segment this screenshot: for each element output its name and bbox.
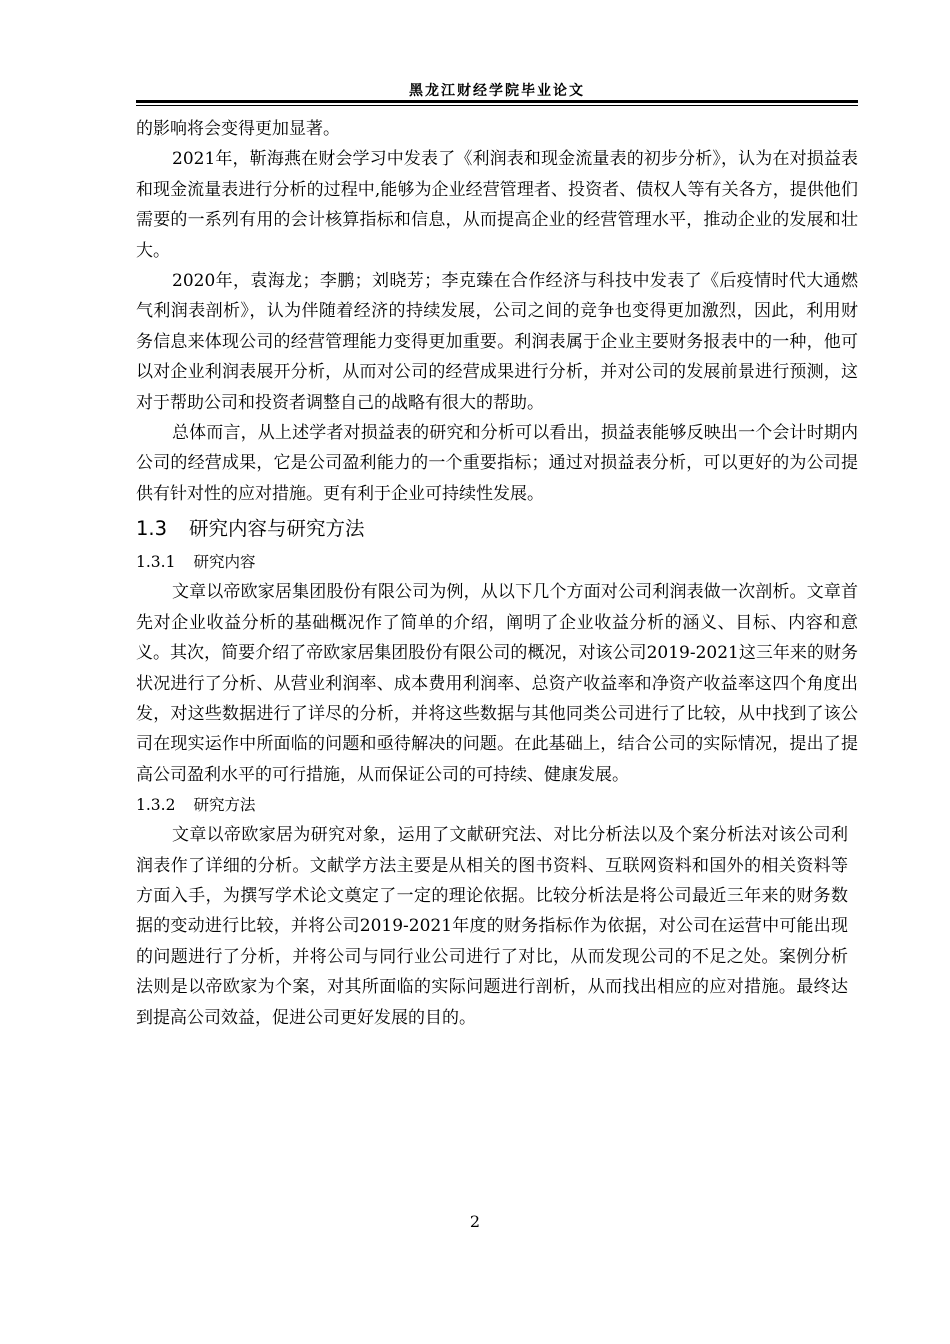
header-rule-thin <box>136 105 858 106</box>
paragraph-continued: 的影响将会变得更加显著。 <box>136 119 340 139</box>
section-heading-1-3 <box>136 513 858 545</box>
section-title: 研究内容与研究方法 <box>189 517 365 541</box>
page-body <box>136 114 858 1033</box>
subsection-number: 1.3.1 <box>136 553 176 572</box>
page-number: 2 <box>469 1212 481 1231</box>
paragraph-summary: 总体而言，从上述学者对损益表的研究和分析可以看出，损益表能够反映出一个会计时期内公司的经营成果，它是公司盈利能力的一个重要指标；通过对损益表分析，可以更好的为公司提供有针对性的应对措施。更有利于企业可持续性发展。 <box>136 423 858 504</box>
subsection-heading-1-3-2 <box>136 790 858 820</box>
header-title: 黑龙江财经学院毕业论文 <box>409 83 585 99</box>
paragraph-jin-haiyan: 2021年，靳海燕在财会学习中发表了《利润表和现金流量表的初步分析》，认为在对损益表和现金流量表进行分析的过程中,能够为企业经营管理者、投资者、债权人等有关各方，提供他们需要的一系列有用的会计核算指标和信息，从而提高企业的经营管理水平，推动企业的发展和壮大。 <box>136 149 858 261</box>
paragraph-research-method: 文章以帝欧家居为研究对象，运用了文献研究法、对比分析法以及个案分析法对该公司利润表作了详细的分析。文献学方法主要是从相关的图书资料、互联网资料和国外的相关资料等方面入手，为撰写学术论文奠定了一定的理论依据。比较分析法是将公司最近三年来的财务数据的变动进行比较，并将公司2019-2021年度的财务指标作为依据，对公司在运营中可能出现的问题进行了分析，并将公司与同行业公司进行了对比，从而发现公司的不足之处。案例分析法则是以帝欧家为个案，对其所面临的实际问题进行剖析，从而找出相应的应对措施。最终达到提高公司效益，促进公司更好发展的目的。 <box>136 825 848 1028</box>
paragraph-yuan-hailong: 2020年，袁海龙；李鹏；刘晓芳；李克臻在合作经济与科技中发表了《后疫情时代大通燃气利润表剖析》，认为伴随着经济的持续发展，公司之间的竞争也变得更加激烈，因此，利用财务信息来体现公司的经营管理能力变得更加重要。利润表属于企业主要财务报表中的一种，他可以对企业利润表展开分析，从而对公司的经营成果进行分析，并对公司的发展前景进行预测，这对于帮助公司和投资者调整自己的战略有很大的帮助。 <box>136 271 858 413</box>
header-rule-thick <box>136 100 858 103</box>
subsection-title: 研究内容 <box>193 553 256 572</box>
subsection-title: 研究方法 <box>193 796 256 815</box>
section-number: 1.3 <box>136 517 168 541</box>
paragraph-research-content: 文章以帝欧家居集团股份有限公司为例，从以下几个方面对公司利润表做一次剖析。文章首先对企业收益分析的基础概况作了简单的介绍，阐明了企业收益分析的涵义、目标、内容和意义。其次，简要介绍了帝欧家居集团股份有限公司的概况，对该公司2019-2021这三年来的财务状况进行了分析、从营业利润率、成本费用利润率、总资产收益率和净资产收益率这四个角度出发，对这些数据进行了详尽的分析，并将这些数据与其他同类公司进行了比较，从中找到了该公司在现实运作中所面临的问题和亟待解决的问题。在此基础上，结合公司的实际情况，提出了提高公司盈利水平的可行措施，从而保证公司的可持续、健康发展。 <box>136 582 858 785</box>
subsection-number: 1.3.2 <box>136 796 176 815</box>
subsection-heading-1-3-1 <box>136 547 858 577</box>
